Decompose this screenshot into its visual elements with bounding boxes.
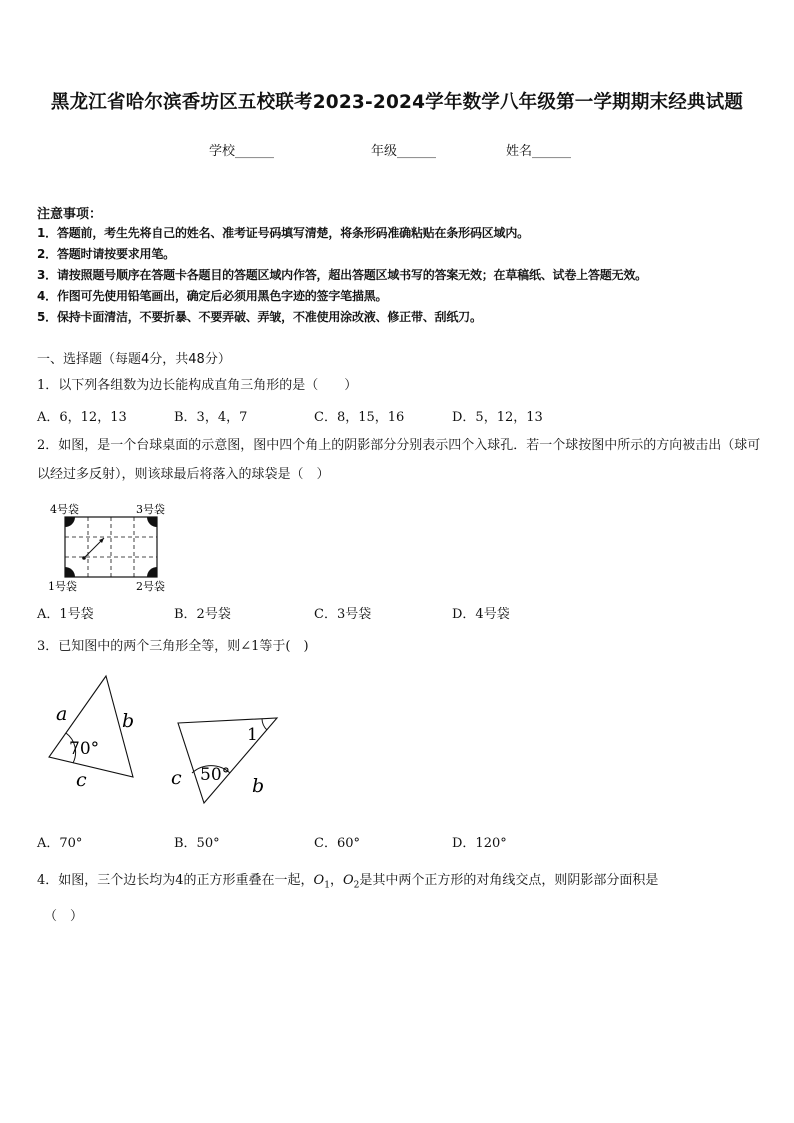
grade-field[interactable]: 年级______ bbox=[371, 144, 437, 159]
tri2-side-c: c bbox=[171, 767, 182, 789]
o2-label: O bbox=[342, 873, 354, 888]
pocket-4-icon bbox=[65, 517, 75, 527]
q3-option-d[interactable]: D．120° bbox=[452, 836, 507, 851]
q2-option-a[interactable]: A．1号袋 bbox=[37, 607, 94, 622]
o2-subscript: 2 bbox=[353, 880, 360, 891]
q1-option-d[interactable]: D．5，12，13 bbox=[452, 410, 543, 425]
note-item: 4．作图可先使用铅笔画出，确定后必须用黑色字迹的签字笔描黑。 bbox=[37, 289, 388, 303]
section-heading: 一、选择题（每题4分，共48分） bbox=[37, 352, 231, 367]
congruent-triangles-diagram bbox=[40, 668, 300, 810]
q3-option-a[interactable]: A．70° bbox=[37, 836, 83, 851]
o1-label: O bbox=[313, 873, 325, 888]
q4-stem-end: 是其中两个正方形的对角线交点，则阴影部分面积是 bbox=[359, 873, 659, 888]
note-item: 3．请按照题号顺序在答题卡各题目的答题区域内作答，超出答题区域书写的答案无效；在草稿纸、试卷上答题无效。 bbox=[37, 268, 647, 282]
tri1-side-c: c bbox=[76, 769, 87, 791]
note-item: 1．答题前，考生先将自己的姓名、准考证号码填写清楚，将条形码准确粘贴在条形码区域内。 bbox=[37, 226, 529, 240]
table-grid bbox=[65, 517, 157, 577]
q4-answer-paren: （ ） bbox=[44, 909, 84, 924]
question-1-stem: 1．以下列各组数为边长能构成直角三角形的是（ ） bbox=[37, 378, 358, 393]
ball-icon bbox=[82, 556, 86, 560]
pocket-1-label: 1号袋 bbox=[48, 580, 77, 593]
tri2-angle-1-label: 1 bbox=[247, 725, 258, 745]
pocket-3-label: 3号袋 bbox=[136, 503, 165, 516]
q2-option-c[interactable]: C．3号袋 bbox=[314, 607, 372, 622]
pocket-2-icon bbox=[147, 567, 157, 577]
angle-1-arc bbox=[262, 719, 267, 730]
tri2-angle-label: 50° bbox=[200, 765, 231, 785]
tri1-side-b: b bbox=[122, 710, 135, 732]
question-3-stem: 3．已知图中的两个三角形全等，则∠1等于( ) bbox=[37, 639, 309, 654]
q4-stem-start: 4．如图，三个边长均为4的正方形重叠在一起， bbox=[37, 873, 314, 888]
o1-subscript: 1 bbox=[324, 880, 330, 891]
school-field[interactable]: 学校______ bbox=[209, 144, 275, 159]
billiard-table-diagram bbox=[44, 500, 179, 594]
tri1-angle-label: 70° bbox=[69, 739, 100, 759]
triangle-1 bbox=[49, 676, 133, 777]
question-2-stem: 2．如图，是一个台球桌面的示意图，图中四个角上的阴影部分分别表示四个入球孔．若一个球按图中所示的方向被击出（球可以经过多反射），则该球最后将落入的球袋是（ ） bbox=[37, 438, 761, 482]
tri2-side-b: b bbox=[252, 775, 265, 797]
note-item: 2．答题时请按要求用笔。 bbox=[37, 247, 175, 261]
pocket-1-icon bbox=[65, 567, 75, 577]
note-item: 5．保持卡面清洁，不要折暴、不要弄破、弄皱，不准使用涂改液、修正带、刮纸刀。 bbox=[37, 310, 482, 324]
notes-heading: 注意事项： bbox=[37, 207, 103, 222]
pocket-2-label: 2号袋 bbox=[136, 580, 165, 593]
pocket-4-label: 4号袋 bbox=[50, 503, 79, 516]
q4-separator: ， bbox=[329, 873, 343, 888]
q2-option-d[interactable]: D．4号袋 bbox=[452, 607, 510, 622]
tri1-side-a: a bbox=[56, 703, 68, 725]
question-4-stem bbox=[37, 869, 658, 891]
q3-option-b[interactable]: B．50° bbox=[174, 836, 220, 851]
name-field[interactable]: 姓名______ bbox=[506, 144, 572, 159]
q1-option-a[interactable]: A．6，12，13 bbox=[37, 410, 127, 425]
q3-option-c[interactable]: C．60° bbox=[314, 836, 360, 851]
q2-option-b[interactable]: B．2号袋 bbox=[174, 607, 231, 622]
pocket-3-icon bbox=[147, 517, 157, 527]
page-title: 黑龙江省哈尔滨香坊区五校联考2023-2024学年数学八年级第一学期期末经典试题 bbox=[50, 92, 744, 113]
q1-option-b[interactable]: B．3，4，7 bbox=[174, 410, 248, 425]
q1-option-c[interactable]: C．8，15，16 bbox=[314, 410, 405, 425]
